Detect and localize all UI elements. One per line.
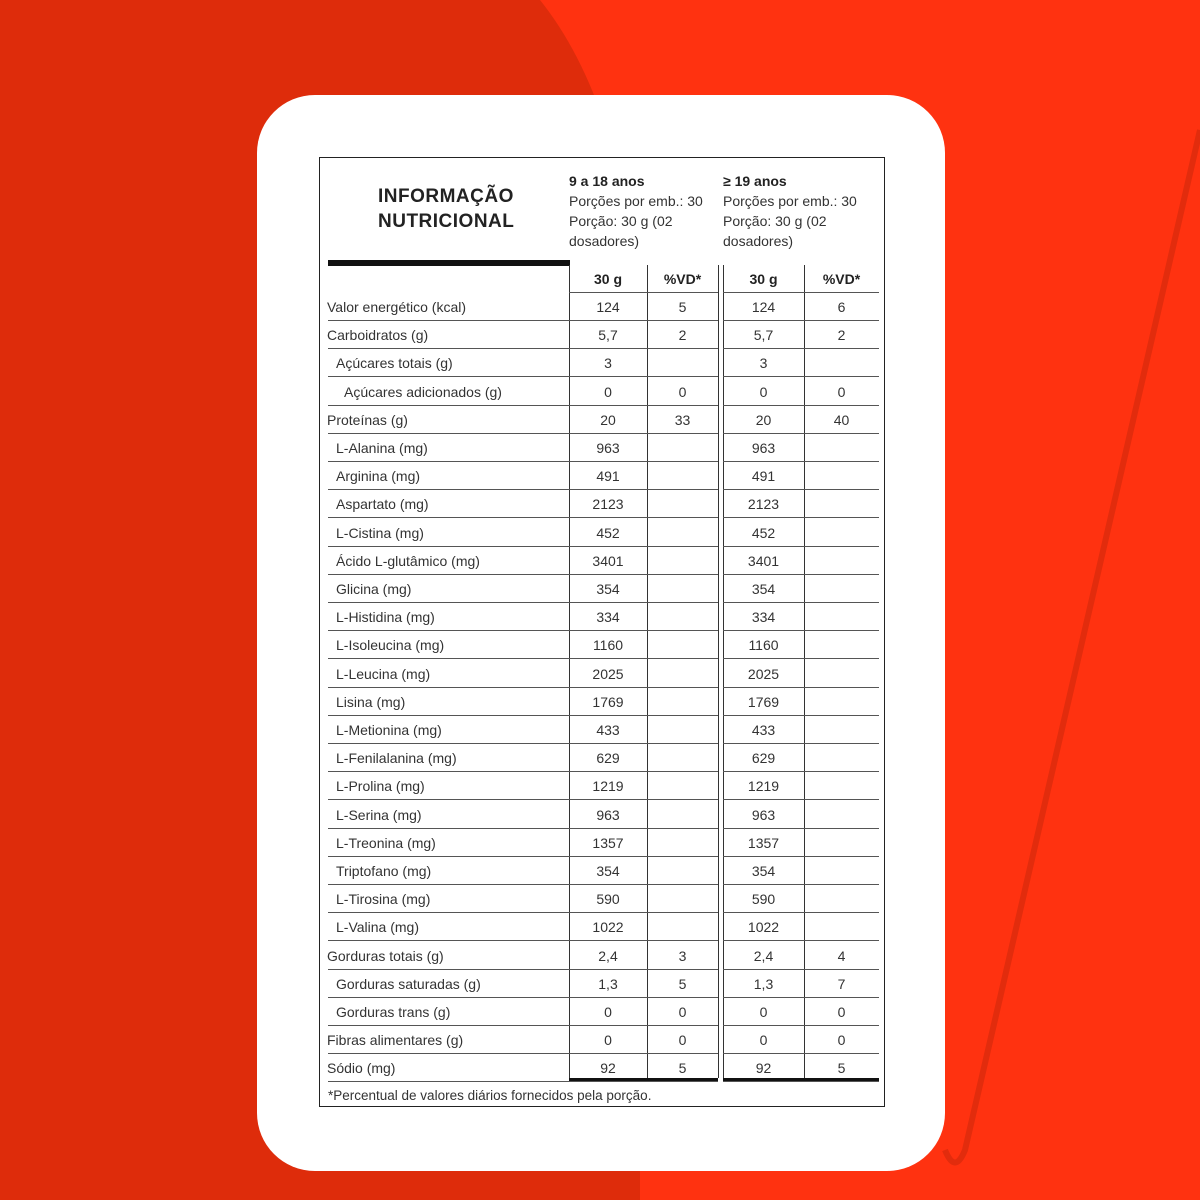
servings-per-package: Porções por emb.: 30 — [569, 193, 703, 209]
g2-vd — [804, 801, 879, 829]
g2-vd — [804, 772, 879, 800]
nutrient-name: Sódio (mg) — [327, 1060, 396, 1077]
g1-amount: 1160 — [592, 637, 624, 654]
table-row — [320, 857, 884, 885]
table-row — [320, 772, 884, 800]
footnote: *Percentual de valores diários fornecidos pela porção. — [328, 1088, 652, 1103]
g2-vd: 6 — [837, 299, 846, 315]
g1-vd — [647, 744, 718, 772]
g1-amount: 3 — [604, 355, 612, 372]
g1-vd — [647, 688, 718, 716]
header-g2-amount: 30 g — [749, 271, 778, 287]
g2-vd — [804, 490, 879, 518]
g2-amount: 3 — [759, 355, 768, 372]
header-g1-amount: 30 g — [593, 271, 622, 287]
g2-amount: 629 — [751, 750, 776, 767]
nutrient-name: L-Cistina (mg) — [336, 524, 424, 541]
g2-vd — [804, 519, 879, 547]
g1-vd — [647, 547, 718, 575]
g1-vd — [647, 716, 718, 744]
title-line-1: INFORMAÇÃO — [378, 186, 514, 207]
g1-amount: 354 — [596, 863, 620, 879]
table-row — [320, 998, 884, 1026]
g2-amount: 5,7 — [753, 327, 774, 344]
g1-vd — [647, 660, 718, 688]
g1-amount: 334 — [596, 609, 620, 626]
g2-vd — [804, 434, 879, 462]
nutrient-name: L-Leucina (mg) — [336, 665, 431, 682]
nutrition-label — [319, 157, 885, 1107]
nutrient-name: L-Tirosina (mg) — [336, 891, 431, 908]
g1-amount: 5,7 — [598, 327, 618, 344]
nutrient-name: L-Isoleucina (mg) — [336, 637, 445, 654]
g1-amount: 452 — [596, 524, 620, 541]
g2-vd — [804, 716, 879, 744]
g1-vd — [647, 603, 718, 631]
g2-amount: 1022 — [747, 919, 780, 936]
title-line-2: NUTRICIONAL — [378, 211, 515, 232]
nutrient-name: L-Histidina (mg) — [336, 609, 435, 626]
g1-vd: 5 — [678, 975, 687, 992]
nutrient-name: Triptofano (mg) — [336, 863, 432, 879]
table-row — [320, 660, 884, 688]
nutrient-name: Glicina (mg) — [336, 581, 412, 597]
nutrient-name: Lisina (mg) — [336, 693, 406, 710]
nutrient-name: L-Metionina (mg) — [336, 722, 442, 738]
g2-amount: 1160 — [748, 637, 779, 654]
table-row — [320, 490, 884, 518]
g1-amount: 1219 — [592, 778, 624, 795]
nutrient-name: L-Treonina (mg) — [336, 834, 436, 851]
g2-amount: 590 — [751, 891, 776, 908]
nutrient-name: Fibras alimentares (g) — [327, 1032, 464, 1049]
g2-amount: 354 — [751, 863, 776, 879]
table-row — [320, 716, 884, 744]
table-row — [320, 293, 884, 321]
g1-amount: 1022 — [592, 919, 624, 936]
g1-amount: 1357 — [592, 834, 624, 851]
table-row — [320, 434, 884, 462]
nutrient-name: L-Serina (mg) — [336, 806, 422, 823]
g2-amount: 3401 — [747, 552, 780, 569]
g1-vd — [647, 575, 718, 603]
g1-vd — [647, 462, 718, 490]
table-row — [320, 406, 884, 434]
g2-amount: 334 — [751, 609, 776, 626]
g1-vd — [647, 772, 718, 800]
g2-vd: 5 — [837, 1060, 846, 1077]
g2-vd — [804, 547, 879, 575]
g1-amount: 92 — [600, 1060, 616, 1077]
g2-vd — [804, 462, 879, 490]
portion-line-2: dosadores) — [723, 233, 794, 249]
g2-vd: 4 — [837, 947, 846, 964]
g1-amount: 0 — [604, 1032, 612, 1049]
g2-vd — [804, 688, 879, 716]
column-header-row — [320, 265, 884, 293]
nutrient-name: Carboidratos (g) — [327, 327, 429, 344]
g1-vd: 0 — [678, 383, 687, 400]
g2-amount: 0 — [759, 1032, 768, 1049]
g2-vd: 40 — [833, 411, 850, 428]
g1-vd: 5 — [678, 1060, 687, 1077]
nutrient-name: Gorduras trans (g) — [336, 1004, 451, 1020]
nutrient-name: Açúcares adicionados (g) — [344, 383, 502, 400]
table-row — [320, 942, 884, 970]
g2-amount: 2,4 — [753, 947, 774, 964]
g1-amount: 2123 — [592, 496, 624, 513]
g1-vd — [647, 349, 718, 377]
g2-vd — [804, 913, 879, 941]
nutrient-name: Valor energético (kcal) — [327, 299, 467, 315]
table-row — [320, 1026, 884, 1054]
g2-amount: 2123 — [747, 496, 780, 513]
g1-amount: 433 — [596, 722, 620, 738]
g1-vd: 0 — [678, 1004, 687, 1020]
g1-vd — [647, 913, 718, 941]
group-19-plus — [723, 171, 883, 251]
g2-amount: 1357 — [747, 834, 780, 851]
portion-line-1: Porção: 30 g (02 — [723, 213, 827, 229]
g1-amount: 354 — [596, 581, 620, 597]
g2-amount: 20 — [755, 411, 772, 428]
table-row — [320, 462, 884, 490]
group-9-18 — [569, 171, 729, 251]
g1-amount: 1769 — [592, 693, 624, 710]
header-g2-vd: %VD* — [822, 271, 861, 287]
g1-amount: 491 — [596, 468, 620, 485]
g2-vd — [804, 575, 879, 603]
nutrient-name: L-Fenilalanina (mg) — [336, 750, 457, 767]
g1-vd — [647, 519, 718, 547]
nutrient-name: L-Prolina (mg) — [336, 778, 425, 795]
g2-amount: 1769 — [747, 693, 780, 710]
g2-vd — [804, 631, 879, 659]
portion-line-1: Porção: 30 g (02 — [569, 213, 673, 229]
table-row — [320, 970, 884, 998]
g2-amount: 963 — [751, 440, 776, 456]
g1-amount: 0 — [604, 1004, 612, 1020]
g2-vd — [804, 349, 879, 377]
group-name: 9 a 18 anos — [569, 173, 645, 189]
g1-amount: 0 — [604, 383, 612, 400]
g2-amount: 433 — [751, 722, 776, 738]
nutrient-name: L-Alanina (mg) — [336, 440, 428, 456]
nutrient-name: Aspartato (mg) — [336, 496, 429, 513]
nutrient-name: L-Valina (mg) — [336, 919, 419, 936]
table-row — [320, 575, 884, 603]
g1-amount: 963 — [596, 806, 620, 823]
g1-amount: 3401 — [592, 552, 624, 569]
g1-amount: 2,4 — [598, 947, 618, 964]
g1-amount: 2025 — [592, 665, 624, 682]
g2-amount: 0 — [759, 383, 768, 400]
g1-vd — [647, 857, 718, 885]
g2-amount: 0 — [759, 1004, 768, 1020]
nutrient-name: Gorduras totais (g) — [327, 947, 444, 964]
table-row — [320, 829, 884, 857]
g2-amount: 452 — [751, 524, 776, 541]
nutrient-name: Gorduras saturadas (g) — [336, 975, 481, 992]
g1-amount: 629 — [596, 750, 620, 767]
table-row — [320, 688, 884, 716]
g2-amount: 491 — [751, 468, 776, 485]
nutrient-name: Ácido L-glutâmico (mg) — [336, 552, 480, 569]
g1-vd — [647, 885, 718, 913]
g2-vd — [804, 885, 879, 913]
g1-vd — [647, 434, 718, 462]
table-row — [320, 631, 884, 659]
table-row — [320, 519, 884, 547]
g2-amount: 2025 — [747, 665, 780, 682]
nutrient-name: Proteínas (g) — [327, 411, 408, 428]
footer-rule — [569, 1078, 879, 1081]
table-row — [320, 321, 884, 349]
g1-vd: 5 — [678, 299, 687, 315]
g1-vd: 0 — [678, 1032, 687, 1049]
g1-amount: 20 — [600, 411, 616, 428]
group-name: ≥ 19 anos — [723, 173, 787, 189]
g1-vd — [647, 490, 718, 518]
table-row — [320, 885, 884, 913]
table-row — [320, 913, 884, 941]
table-row — [320, 801, 884, 829]
g2-vd — [804, 829, 879, 857]
g2-vd: 2 — [837, 327, 846, 344]
g2-amount: 1219 — [747, 778, 780, 795]
g2-amount: 963 — [751, 806, 776, 823]
table-row — [320, 603, 884, 631]
g2-amount: 92 — [755, 1060, 772, 1077]
label-title — [378, 184, 514, 234]
g1-vd — [647, 631, 718, 659]
table-row — [320, 378, 884, 406]
table-row — [320, 349, 884, 377]
g1-amount: 1,3 — [598, 975, 618, 992]
g2-vd — [804, 660, 879, 688]
g2-vd: 7 — [837, 975, 846, 992]
g2-amount: 354 — [751, 581, 776, 597]
table-row — [320, 547, 884, 575]
g1-vd — [647, 829, 718, 857]
g1-amount: 590 — [596, 891, 620, 908]
g1-vd: 2 — [678, 327, 687, 344]
g2-amount: 124 — [751, 299, 776, 315]
g2-vd — [804, 744, 879, 772]
g2-vd: 0 — [837, 1004, 846, 1020]
g2-amount: 1,3 — [753, 975, 774, 992]
servings-per-package: Porções por emb.: 30 — [723, 193, 857, 209]
table-row — [320, 744, 884, 772]
g1-amount: 963 — [596, 440, 620, 456]
nutrient-name: Açúcares totais (g) — [336, 355, 453, 372]
g1-vd — [647, 801, 718, 829]
g1-vd: 3 — [678, 947, 687, 964]
g1-amount: 124 — [596, 299, 620, 315]
g2-vd: 0 — [837, 383, 846, 400]
g2-vd — [804, 857, 879, 885]
g2-vd: 0 — [837, 1032, 846, 1049]
header-g1-vd: %VD* — [663, 271, 702, 287]
g1-vd: 33 — [674, 411, 691, 428]
portion-line-2: dosadores) — [569, 233, 640, 249]
nutrient-name: Arginina (mg) — [336, 468, 421, 485]
g2-vd — [804, 603, 879, 631]
